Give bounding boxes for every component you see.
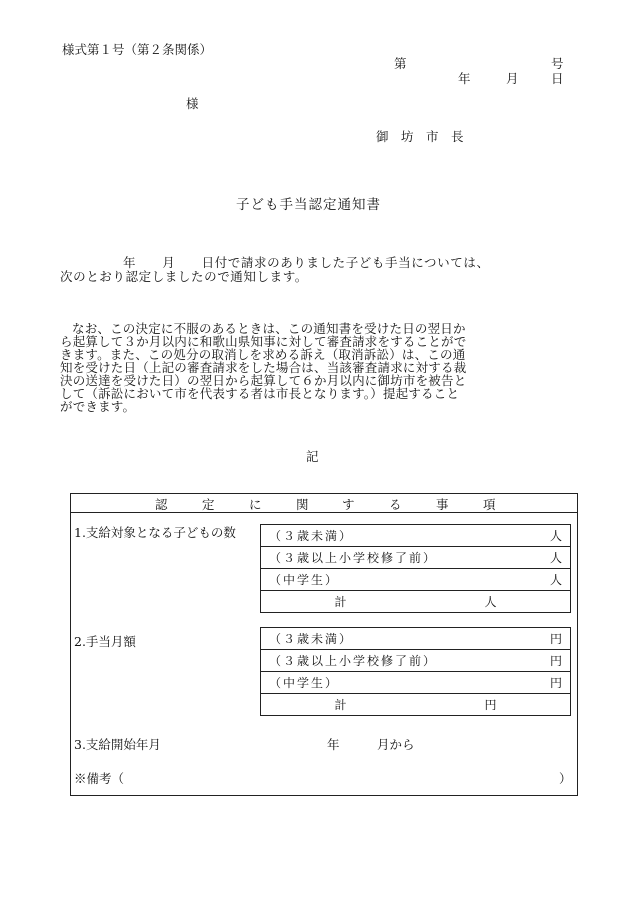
- row-unit: 円: [549, 632, 562, 646]
- document-number-label: 第: [394, 56, 407, 71]
- date-year-label: 年: [458, 71, 471, 86]
- intro-line-2: 次のとおり認定しましたので通知します。: [60, 269, 308, 284]
- start-month-from-label: 月から: [377, 737, 415, 752]
- table-row: [261, 650, 571, 672]
- table-row: [261, 525, 571, 547]
- form-number: 様式第１号（第２条関係）: [62, 42, 213, 57]
- header-char: に: [249, 497, 262, 512]
- notice-line: 決の送達を受けた日）の翌日から起算して６か月以内に御坊市を被告と: [60, 373, 467, 388]
- start-year-label: 年: [327, 737, 340, 752]
- table-row: [261, 569, 571, 591]
- children-count-table: [260, 524, 571, 613]
- table-row: [261, 694, 571, 716]
- row-label: （中学生）: [269, 573, 340, 587]
- issuer-title: 御 坊 市 長: [376, 129, 464, 144]
- certification-header: [71, 494, 577, 513]
- header-char: る: [389, 497, 402, 512]
- notice-line: 知を受けた日（上記の審査請求をした場合は、当該審査請求に対する裁: [60, 360, 467, 375]
- total-label: 計: [334, 698, 347, 712]
- header-char: 項: [483, 497, 496, 512]
- remarks-close: ）: [559, 771, 572, 786]
- addressee-suffix: 様: [186, 96, 199, 111]
- table-row: [261, 672, 571, 694]
- header-char: す: [342, 497, 355, 512]
- table-row: [261, 628, 571, 650]
- row-unit: 人: [549, 529, 562, 543]
- certification-box: [70, 493, 578, 796]
- notice-line: ら起算して３か月以内に和歌山県知事に対して審査請求をすることがで: [60, 334, 467, 349]
- ki-marker: 記: [306, 449, 319, 464]
- notice-line: なお、この決定に不服のあるときは、この通知書を受けた日の翌日か: [72, 321, 466, 336]
- row-unit: 円: [549, 676, 562, 690]
- notice-line: ができます。: [60, 399, 136, 414]
- header-char: 定: [202, 497, 215, 512]
- children-count-label: 1.支給対象となる子どもの数: [74, 525, 236, 540]
- row-label: （３歳以上小学校修了前）: [269, 551, 438, 565]
- row-label: （３歳未満）: [269, 632, 354, 646]
- total-unit: 人: [484, 595, 497, 609]
- notice-line: して（訴訟において市を代表する者は市長となります。）提起すること: [60, 386, 460, 401]
- monthly-amount-label: 2.手当月額: [74, 634, 136, 649]
- date-day-label: 日: [551, 71, 564, 86]
- row-label: （中学生）: [269, 676, 340, 690]
- total-label: 計: [334, 595, 347, 609]
- table-row: [261, 547, 571, 569]
- intro-line-1: 年 月 日付で請求のありました子ども手当については、: [123, 255, 490, 270]
- monthly-amount-table: [260, 627, 571, 716]
- row-unit: 人: [549, 551, 562, 565]
- notice-line: きます。また、この処分の取消しを求める訴え（取消訴訟）は、この通: [60, 347, 466, 362]
- header-char: 関: [296, 497, 309, 512]
- row-unit: 人: [549, 573, 562, 587]
- row-unit: 円: [549, 654, 562, 668]
- document-title: 子ども手当認定通知書: [236, 197, 381, 213]
- header-char: 事: [436, 497, 449, 512]
- row-label: （３歳以上小学校修了前）: [269, 654, 438, 668]
- total-unit: 円: [484, 698, 497, 712]
- start-month-label: 3.支給開始年月: [74, 737, 161, 752]
- header-char: 認: [155, 497, 168, 512]
- row-label: （３歳未満）: [269, 529, 354, 543]
- date-month-label: 月: [506, 71, 519, 86]
- table-row: [261, 591, 571, 613]
- remarks-label: ※備考（: [74, 771, 125, 786]
- document-number-suffix: 号: [551, 56, 564, 71]
- appeal-notice: [60, 322, 570, 413]
